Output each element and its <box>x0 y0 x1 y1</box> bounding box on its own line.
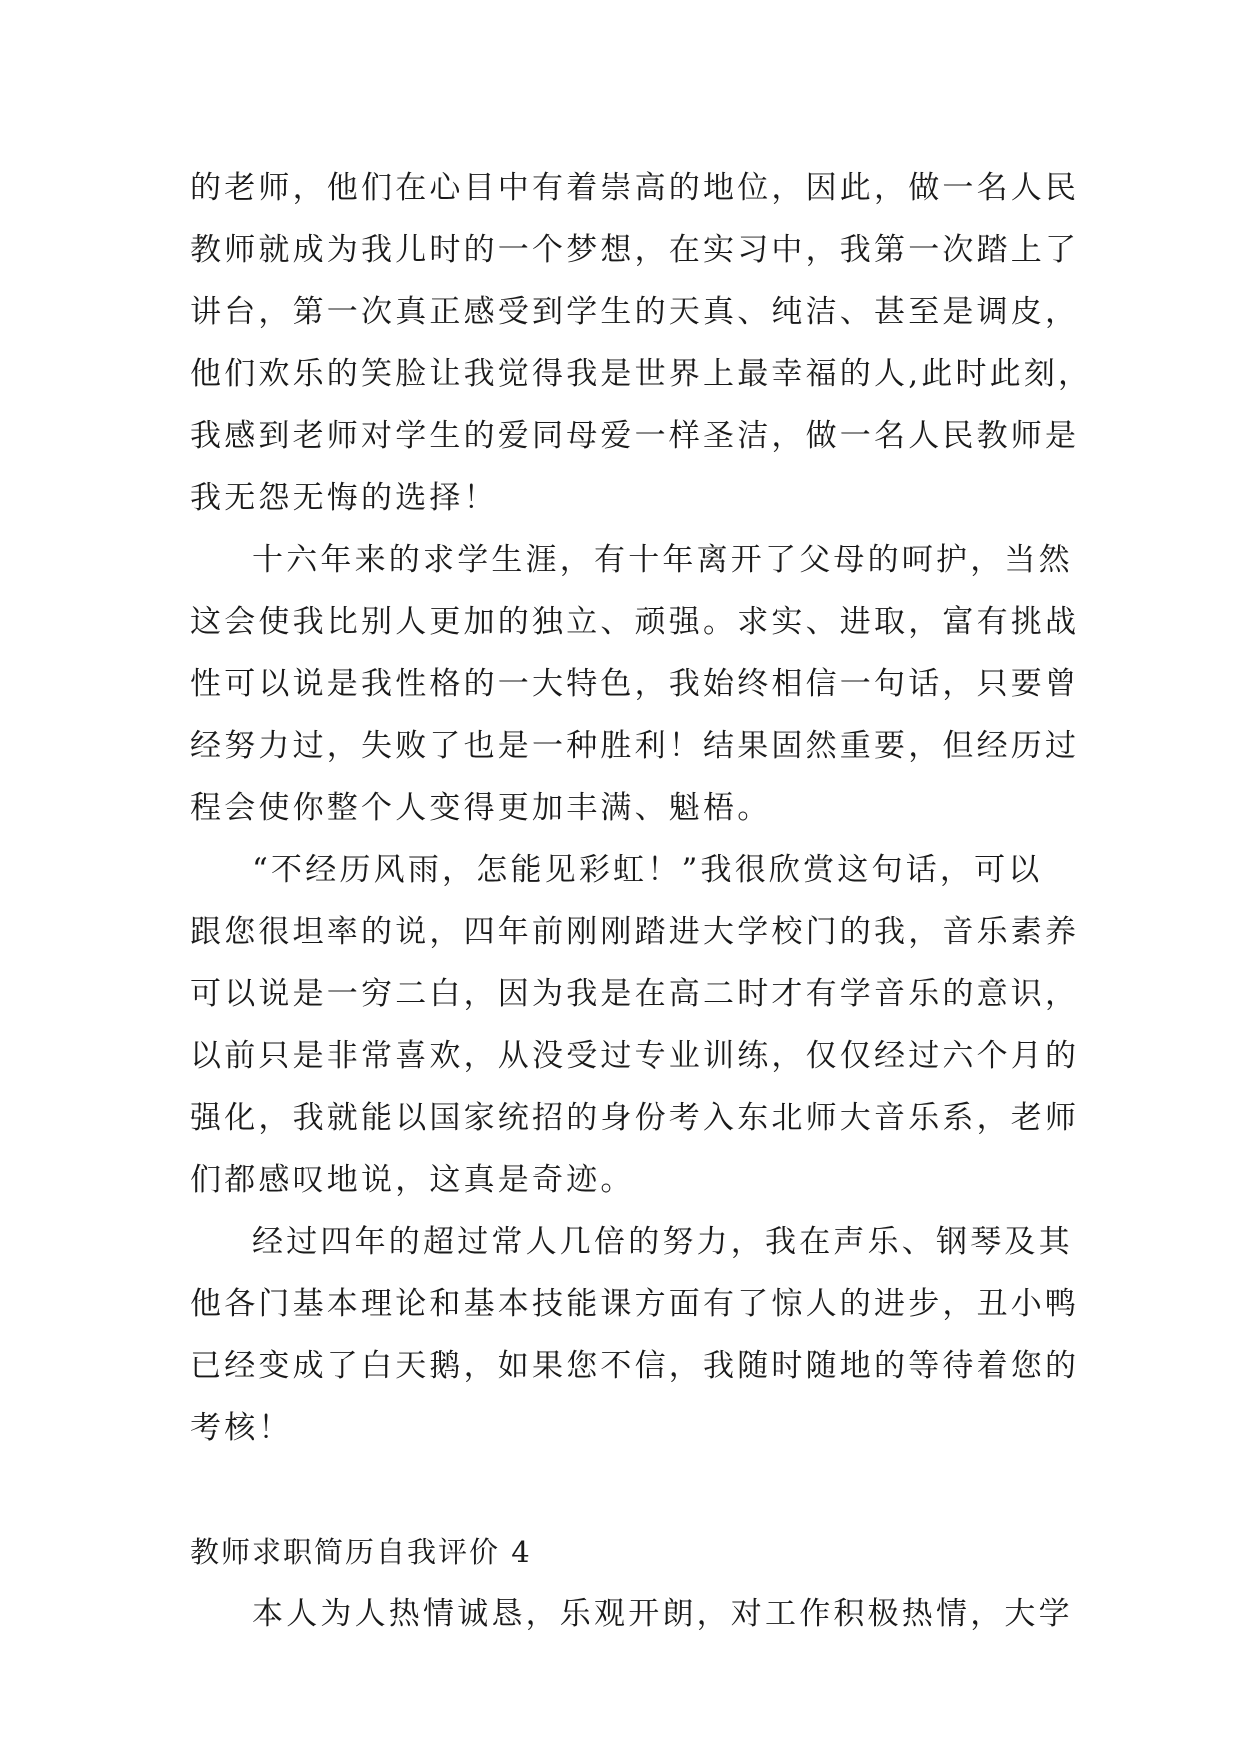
text-line: 这会使我比别人更加的独立、顽强。求实、进取，富有挑战 <box>190 604 1080 640</box>
paragraph <box>190 1211 1080 1459</box>
text-line: 教师就成为我儿时的一个梦想，在实习中，我第一次踏上了 <box>190 232 1080 268</box>
paragraph <box>190 1583 1073 1645</box>
paragraph <box>190 157 1093 529</box>
text-line: 我感到老师对学生的爱同母爱一样圣洁，做一名人民教师是 <box>190 418 1080 454</box>
paragraph <box>190 839 1080 1211</box>
text-line: 十六年来的求学生涯，有十年离开了父母的呵护，当然 <box>252 542 1073 578</box>
text-line: 经努力过，失败了也是一种胜利！结果固然重要，但经历过 <box>190 728 1080 764</box>
text-line: 经过四年的超过常人几倍的努力，我在声乐、钢琴及其 <box>252 1224 1073 1260</box>
text-line: 我无怨无悔的选择！ <box>190 480 498 516</box>
paragraph <box>190 529 1080 839</box>
text-line: 本人为人热情诚恳，乐观开朗，对工作积极热情，大学 <box>252 1596 1073 1632</box>
text-line: 以前只是非常喜欢，从没受过专业训练，仅仅经过六个月的 <box>190 1038 1080 1074</box>
text-line: 考核！ <box>190 1410 293 1446</box>
text-line: 性可以说是我性格的一大特色，我始终相信一句话，只要曾 <box>190 666 1080 702</box>
text-line: 已经变成了白天鹅，如果您不信，我随时随地的等待着您的 <box>190 1348 1080 1384</box>
text-line: 可以说是一穷二白，因为我是在高二时才有学音乐的意识， <box>190 976 1080 1012</box>
text-line: 跟您很坦率的说，四年前刚刚踏进大学校门的我，音乐素养 <box>190 914 1080 950</box>
section-heading: 教师求职简历自我评价 4 <box>190 1535 532 1569</box>
text-line: 程会使你整个人变得更加丰满、魁梧。 <box>190 790 772 826</box>
text-line: 们都感叹地说，这真是奇迹。 <box>190 1162 635 1198</box>
section-spacer <box>190 1459 1060 1521</box>
text-line: 的老师，他们在心目中有着崇高的地位，因此，做一名人民 <box>190 170 1080 206</box>
text-line: 他各门基本理论和基本技能课方面有了惊人的进步，丑小鸭 <box>190 1286 1080 1322</box>
text-line: 他们欢乐的笑脸让我觉得我是世界上最幸福的人,此时此刻， <box>190 356 1093 392</box>
text-line: 强化，我就能以国家统招的身份考入东北师大音乐系，老师 <box>190 1100 1080 1136</box>
text-line: “不经历风雨，怎能见彩虹！”我很欣赏这句话，可以 <box>252 852 1043 888</box>
document-body <box>190 157 1093 1645</box>
text-line: 讲台，第一次真正感受到学生的天真、纯洁、甚至是调皮， <box>190 294 1080 330</box>
